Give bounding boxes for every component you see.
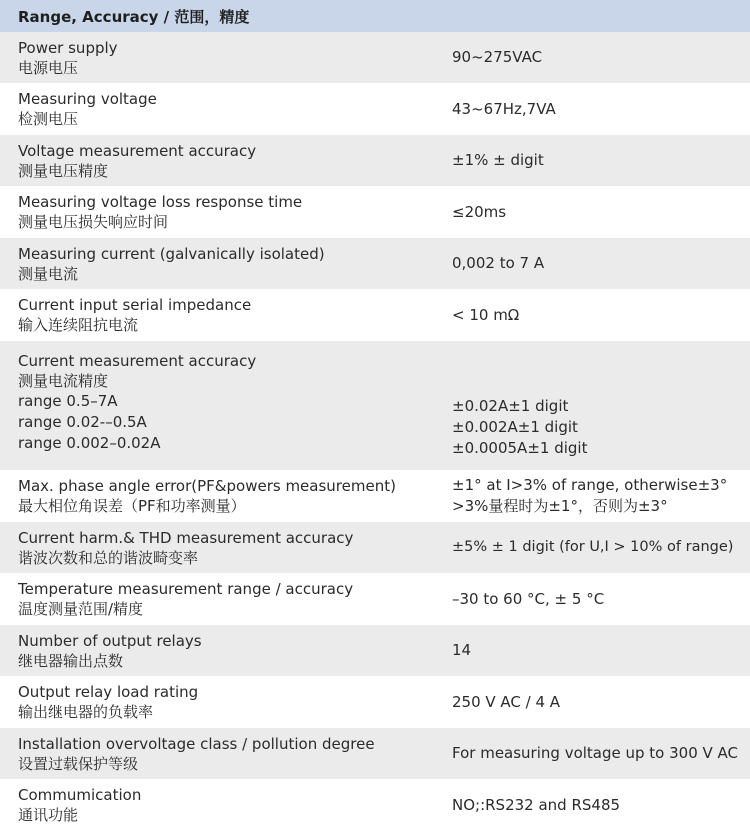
table-row bbox=[0, 186, 750, 238]
row-label-cn: 谐波次数和总的谐波畸变率 bbox=[18, 548, 199, 567]
table-row bbox=[0, 728, 750, 779]
table-row bbox=[0, 32, 750, 83]
row-label-en: Current input serial impedance bbox=[18, 296, 252, 314]
row-label-cn: 设置过载保护等级 bbox=[18, 754, 139, 773]
row-label-cn: 测量电压损失响应时间 bbox=[18, 213, 169, 231]
range-label: range 0.002–0.02A bbox=[18, 434, 161, 452]
row-label-cn: 测量电流 bbox=[18, 264, 79, 283]
row-value: ±1° at I>3% of range, otherwise±3° bbox=[452, 476, 728, 494]
row-value: ≤20ms bbox=[452, 202, 507, 221]
range-label: range 0.02-–0.5A bbox=[18, 413, 147, 431]
row-value: 14 bbox=[452, 641, 472, 659]
row-label-cn: 输出继电器的负载率 bbox=[18, 703, 154, 721]
row-label-cn: 最大相位角误差（PF和功率测量） bbox=[18, 497, 246, 515]
table-row bbox=[0, 238, 750, 289]
range-value: ±0.02A±1 digit bbox=[452, 397, 569, 415]
table-row bbox=[0, 522, 750, 573]
header-title: Range, Accuracy / 范围，精度 bbox=[18, 7, 250, 26]
row-label-cn: 继电器输出点数 bbox=[18, 651, 124, 670]
row-value: 0,002 to 7 A bbox=[452, 254, 545, 272]
row-value: For measuring voltage up to 300 V AC bbox=[452, 744, 739, 762]
row-label-en: Measuring voltage bbox=[18, 90, 157, 108]
row-value: 90~275VAC bbox=[452, 48, 543, 66]
row-label-en: Temperature measurement range / accuracy bbox=[18, 580, 354, 598]
row-label-en: Power supply bbox=[18, 38, 118, 57]
row-label-cn: 测量电压精度 bbox=[18, 161, 109, 180]
row-label-cn: 电源电压 bbox=[18, 58, 79, 77]
row-label-en: Voltage measurement accuracy bbox=[18, 141, 257, 160]
row-label-cn: 测量电流精度 bbox=[18, 372, 109, 390]
row-value: ±1% ± digit bbox=[452, 151, 544, 169]
table-row bbox=[0, 289, 750, 341]
row-label-en: Measuring voltage loss response time bbox=[18, 193, 303, 211]
range-value: ±0.002A±1 digit bbox=[452, 418, 578, 436]
table-row bbox=[0, 779, 750, 831]
range-value: ±0.0005A±1 digit bbox=[452, 439, 588, 457]
table-row bbox=[0, 573, 750, 625]
row-value: ±5% ± 1 digit (for U,I > 10% of range) bbox=[452, 539, 734, 555]
table-row bbox=[0, 470, 750, 522]
table-row bbox=[0, 625, 750, 676]
table-row bbox=[0, 135, 750, 186]
row-label-en: Measuring current (galvanically isolated) bbox=[18, 244, 325, 263]
row-value-cn: >3%量程时为±1°，否则为±3° bbox=[452, 497, 668, 515]
row-value: 250 V AC / 4 A bbox=[452, 692, 561, 711]
row-label-en: Current harm.& THD measurement accuracy bbox=[18, 528, 354, 547]
table-header bbox=[0, 0, 750, 32]
row-label-en: Number of output relays bbox=[18, 631, 202, 650]
row-value: < 10 mΩ bbox=[452, 305, 520, 324]
row-label-cn: 通讯功能 bbox=[18, 806, 79, 824]
table-row bbox=[0, 83, 750, 135]
row-label-en: Output relay load rating bbox=[18, 683, 199, 701]
row-label-cn: 输入连续阻抗电流 bbox=[18, 316, 139, 334]
row-label-en: Commumication bbox=[18, 786, 142, 804]
row-value: NO;:RS232 and RS485 bbox=[452, 795, 621, 814]
range-label: range 0.5–7A bbox=[18, 392, 118, 410]
table-row bbox=[0, 341, 750, 470]
row-label-cn: 温度测量范围/精度 bbox=[18, 600, 144, 618]
row-label-en: Installation overvoltage class / pollution degree bbox=[18, 734, 375, 753]
row-value: –30 to 60 °C, ± 5 °C bbox=[452, 589, 605, 608]
row-label-en: Max. phase angle error(PF&powers measurement) bbox=[18, 477, 396, 495]
row-value: 43~67Hz,7VA bbox=[452, 99, 556, 118]
row-label-en: Current measurement accuracy bbox=[18, 352, 257, 370]
row-label-cn: 检测电压 bbox=[18, 110, 79, 128]
table-row bbox=[0, 676, 750, 728]
